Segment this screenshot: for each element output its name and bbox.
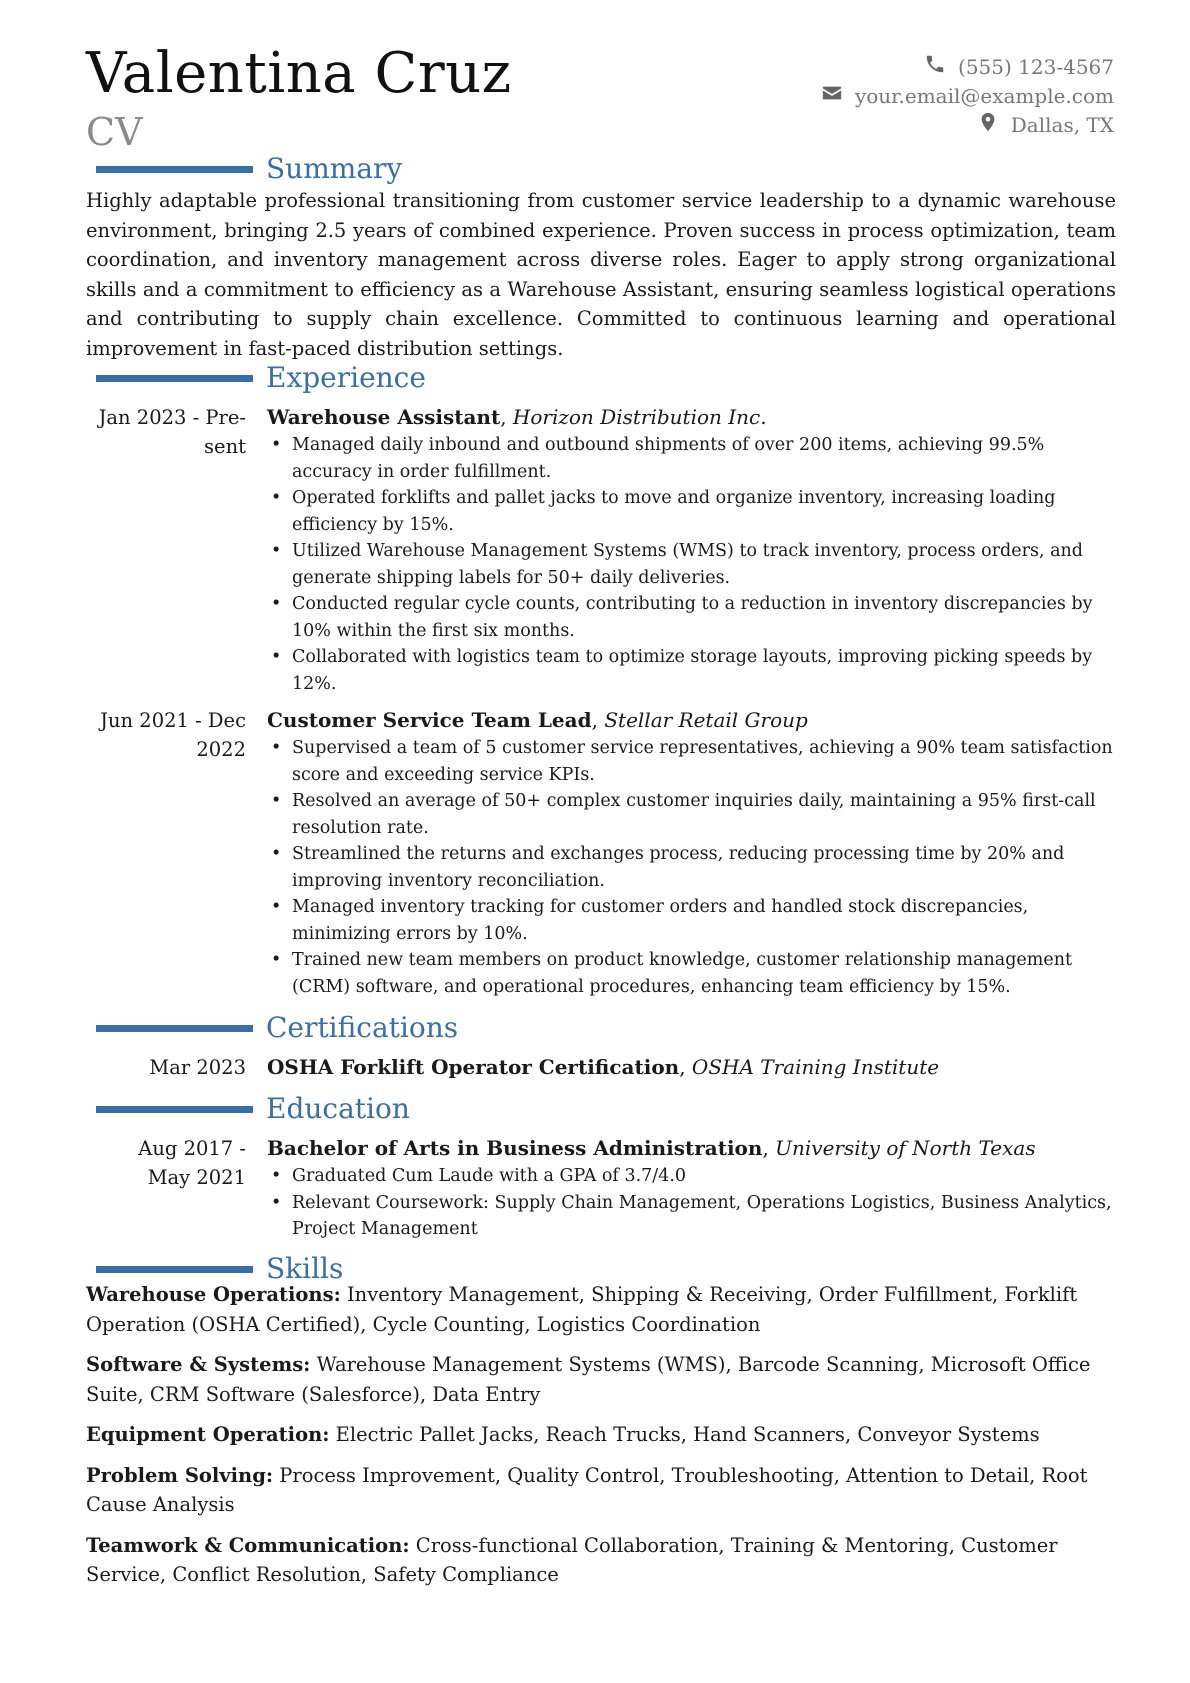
list-item: • Resolved an average of 50+ complex customer inquiries daily, maintaining a 95% first-call resolution rate. xyxy=(267,788,1119,841)
section-title: Education xyxy=(266,1092,410,1125)
list-item: • Managed inventory tracking for customer orders and handled stock discrepancies, minimizing errors by 10%. xyxy=(267,894,1119,947)
section-title: Experience xyxy=(266,361,426,394)
skill-group xyxy=(86,1461,1116,1520)
entry-date-line: Jun 2021 - Dec xyxy=(100,709,246,732)
section-heading-summary xyxy=(96,152,402,186)
section-heading-education xyxy=(96,1092,410,1126)
bullet-list xyxy=(267,1163,1119,1243)
skill-text: Inventory Management, Shipping & Receiving, Order Fulfillment, Forklift Operation (OSHA Certified), Cycle Counting, Logistics Coordination xyxy=(86,1283,1078,1336)
section-accent-bar xyxy=(96,1106,253,1113)
skill-label: Warehouse Operations: xyxy=(86,1283,341,1306)
entry-body xyxy=(267,1134,1119,1243)
entry-heading: Bachelor of Arts in Business Administration, University of North Texas xyxy=(267,1136,1036,1160)
section-title: Summary xyxy=(266,152,403,185)
entry-date xyxy=(86,403,246,461)
summary-text: Highly adaptable professional transitioning from customer service leadership to a dynamic warehouse environment, bringing 2.5 years of combined experience. Proven success in process optimization, team coordination, and inventory management across diverse roles. Eager to apply strong organizational skills and a commitment to efficiency as a Warehouse Assistant, ensuring seamless logistical operations and contributing to supply chain excellence. Committed to continuous learning and operational improvement in fast-paced distribution settings. xyxy=(86,189,1116,360)
list-item: • Supervised a team of 5 customer service representatives, achieving a 90% team satisfaction score and exceeding service KPIs. xyxy=(267,735,1119,788)
entry-body xyxy=(267,1053,1119,1082)
skill-group xyxy=(86,1280,1116,1339)
entry-date: Mar 2023 xyxy=(149,1056,246,1079)
location-text: Dallas, TX xyxy=(1010,112,1114,137)
section-accent-bar xyxy=(96,1266,253,1273)
list-item: • Managed daily inbound and outbound shipments of over 200 items, achieving 99.5% accuracy in order fulfillment. xyxy=(267,432,1119,485)
skill-text: Process Improvement, Quality Control, Troubleshooting, Attention to Detail, Root Cause Analysis xyxy=(86,1463,1088,1516)
list-item: • Relevant Coursework: Supply Chain Management, Operations Logistics, Business Analytics, Project Management xyxy=(267,1190,1119,1243)
skill-text: Warehouse Management Systems (WMS), Barcode Scanning, Microsoft Office Suite, CRM Software (Salesforce), Data Entry xyxy=(86,1353,1091,1406)
job-title: Customer Service Team Lead xyxy=(267,708,592,732)
entry-heading: Customer Service Team Lead, Stellar Retail Group xyxy=(267,708,808,732)
skill-text: Cross-functional Collaboration, Training & Mentoring, Customer Service, Conflict Resolution, Safety Compliance xyxy=(86,1533,1058,1586)
section-title: Certifications xyxy=(266,1011,459,1044)
list-item: • Streamlined the returns and exchanges process, reducing processing time by 20% and improving inventory reconciliation. xyxy=(267,841,1119,894)
skills-list xyxy=(86,1280,1116,1601)
skill-label: Teamwork & Communication: xyxy=(86,1533,410,1557)
phone-icon xyxy=(924,53,946,80)
certification-title: OSHA Forklift Operator Certification xyxy=(267,1055,680,1079)
entry-heading: Warehouse Assistant, Horizon Distribution Inc. xyxy=(267,405,767,429)
job-title: Warehouse Assistant xyxy=(267,405,501,429)
skill-label: Software & Systems: xyxy=(86,1353,311,1376)
list-item: • Operated forklifts and pallet jacks to move and organize inventory, increasing loading efficiency by 15%. xyxy=(267,485,1119,538)
section-heading-certifications xyxy=(96,1011,458,1045)
bullet-list xyxy=(267,735,1119,1000)
skill-text: Electric Pallet Jacks, Reach Trucks, Hand Scanners, Conveyor Systems xyxy=(335,1423,1040,1446)
section-heading-experience xyxy=(96,361,426,395)
company-name: Horizon Distribution Inc. xyxy=(512,405,767,429)
section-title: Skills xyxy=(266,1252,344,1285)
company-name: Stellar Retail Group xyxy=(604,708,808,732)
list-item: • Utilized Warehouse Management Systems (WMS) to track inventory, process orders, and generate shipping labels for 50+ daily deliveries. xyxy=(267,538,1119,591)
entry-date-line: May 2021 xyxy=(147,1166,246,1189)
entry-date-line: 2022 xyxy=(196,738,246,761)
map-pin-icon xyxy=(977,111,999,138)
entry-body xyxy=(267,706,1119,1000)
entry-date-line: Jan 2023 - Pre- xyxy=(98,406,246,429)
contact-location xyxy=(694,110,1114,139)
skill-label: Problem Solving: xyxy=(86,1463,274,1487)
school-name: University of North Texas xyxy=(775,1136,1036,1160)
list-item: • Graduated Cum Laude with a GPA of 3.7/4.0 xyxy=(267,1163,1119,1190)
entry-date-line: sent xyxy=(204,435,246,458)
email-text: your.email@example.com xyxy=(854,83,1114,108)
entry-heading: OSHA Forklift Operator Certification, OSHA Training Institute xyxy=(267,1055,940,1079)
entry-date xyxy=(86,1134,246,1192)
section-accent-bar xyxy=(96,166,253,173)
section-accent-bar xyxy=(96,1025,253,1032)
contact-email xyxy=(694,81,1114,110)
list-item: • Trained new team members on product knowledge, customer relationship management (CRM) software, and operational procedures, enhancing team efficiency by 15%. xyxy=(267,947,1119,1000)
entry-date xyxy=(86,706,246,764)
envelope-icon xyxy=(821,82,843,109)
contact-phone xyxy=(694,52,1114,81)
skill-group xyxy=(86,1531,1116,1590)
bullet-list xyxy=(267,432,1119,697)
document-subtitle: CV xyxy=(86,110,143,154)
list-item: • Collaborated with logistics team to optimize storage layouts, improving picking speeds by 12%. xyxy=(267,644,1119,697)
section-accent-bar xyxy=(96,375,253,382)
candidate-name: Valentina Cruz xyxy=(86,41,512,106)
contact-block xyxy=(694,52,1114,139)
entry-body xyxy=(267,403,1119,697)
skill-label: Equipment Operation: xyxy=(86,1423,330,1446)
skill-group xyxy=(86,1420,1116,1450)
list-item: • Conducted regular cycle counts, contributing to a reduction in inventory discrepancies by 10% within the first six months. xyxy=(267,591,1119,644)
degree-title: Bachelor of Arts in Business Administration xyxy=(267,1136,763,1160)
issuer-name: OSHA Training Institute xyxy=(691,1055,940,1079)
skill-group xyxy=(86,1350,1116,1409)
entry-date-line: Aug 2017 - xyxy=(138,1137,246,1160)
phone-text: (555) 123-4567 xyxy=(958,54,1114,79)
